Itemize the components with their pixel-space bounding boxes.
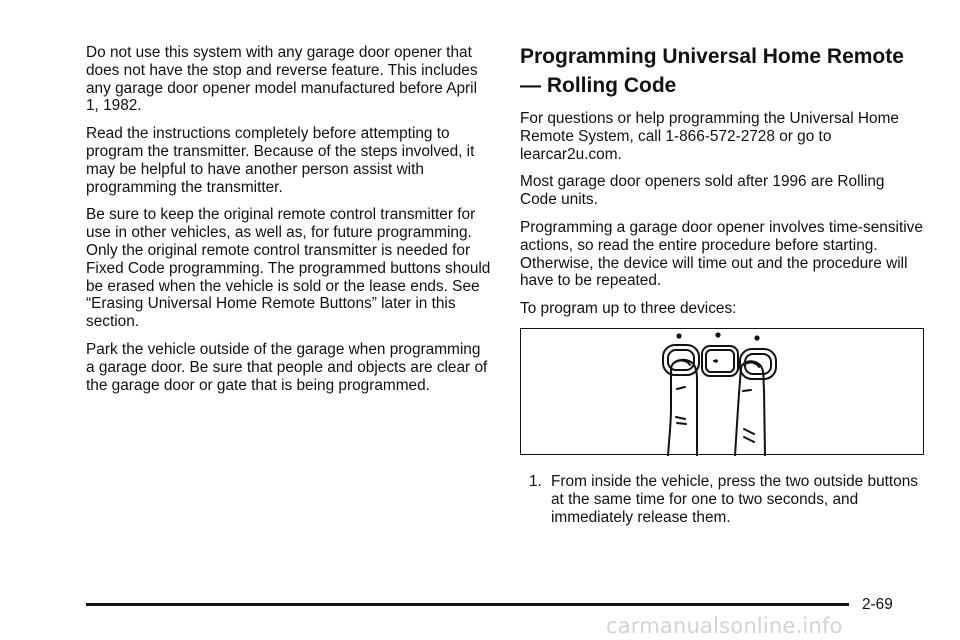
section-heading: Programming Universal Home Remote — Rolling Code bbox=[520, 45, 904, 97]
list-item bbox=[529, 473, 924, 526]
footer-divider bbox=[86, 603, 849, 606]
body-paragraph: Programming a garage door opener involves time-sensitive actions, so read the entire procedure before starting. Otherwise, the device will time out and the procedure will have to be repeated. bbox=[520, 218, 923, 290]
body-paragraph: Read the instructions completely before attempting to program the transmitter. Because of the steps involved, it may be helpful to have another person assist with programming the transmitter. bbox=[86, 125, 475, 196]
body-paragraph: Most garage door openers sold after 1996 are Rolling Code units. bbox=[520, 173, 885, 209]
finger-pressing-buttons-icon bbox=[521, 329, 925, 456]
page-number: 2-69 bbox=[862, 596, 893, 613]
body-paragraph: To program up to three devices: bbox=[520, 300, 737, 318]
watermark: carmanualsonline.info bbox=[606, 614, 843, 638]
body-paragraph: Be sure to keep the original remote control transmitter for use in other vehicles, as well as, for future programming. Only the original remote control transmitter is needed for Fixed Code programming. The programmed buttons should be erased when the vehicle is sold or the lease ends. See “Erasing Universal Home Remote Buttons” later in this section. bbox=[86, 206, 491, 331]
step-number: 1. bbox=[529, 472, 542, 490]
body-paragraph: Do not use this system with any garage door opener that does not have the stop and reverse feature. This includes any garage door opener model manufactured before April 1, 1982. bbox=[86, 44, 478, 115]
remote-buttons-illustration bbox=[520, 328, 924, 455]
right-column bbox=[520, 44, 924, 526]
left-column bbox=[86, 44, 491, 404]
step-text: From inside the vehicle, press the two outside buttons at the same time for one to two seconds, and immediately release them. bbox=[551, 472, 919, 526]
body-paragraph: Park the vehicle outside of the garage when programming a garage door. Be sure that people and objects are clear of the garage door or gate that is being programmed. bbox=[86, 340, 488, 394]
body-paragraph: For questions or help programming the Universal Home Remote System, call 1-866-572-2728 or go to learcar2u.com. bbox=[520, 110, 899, 163]
